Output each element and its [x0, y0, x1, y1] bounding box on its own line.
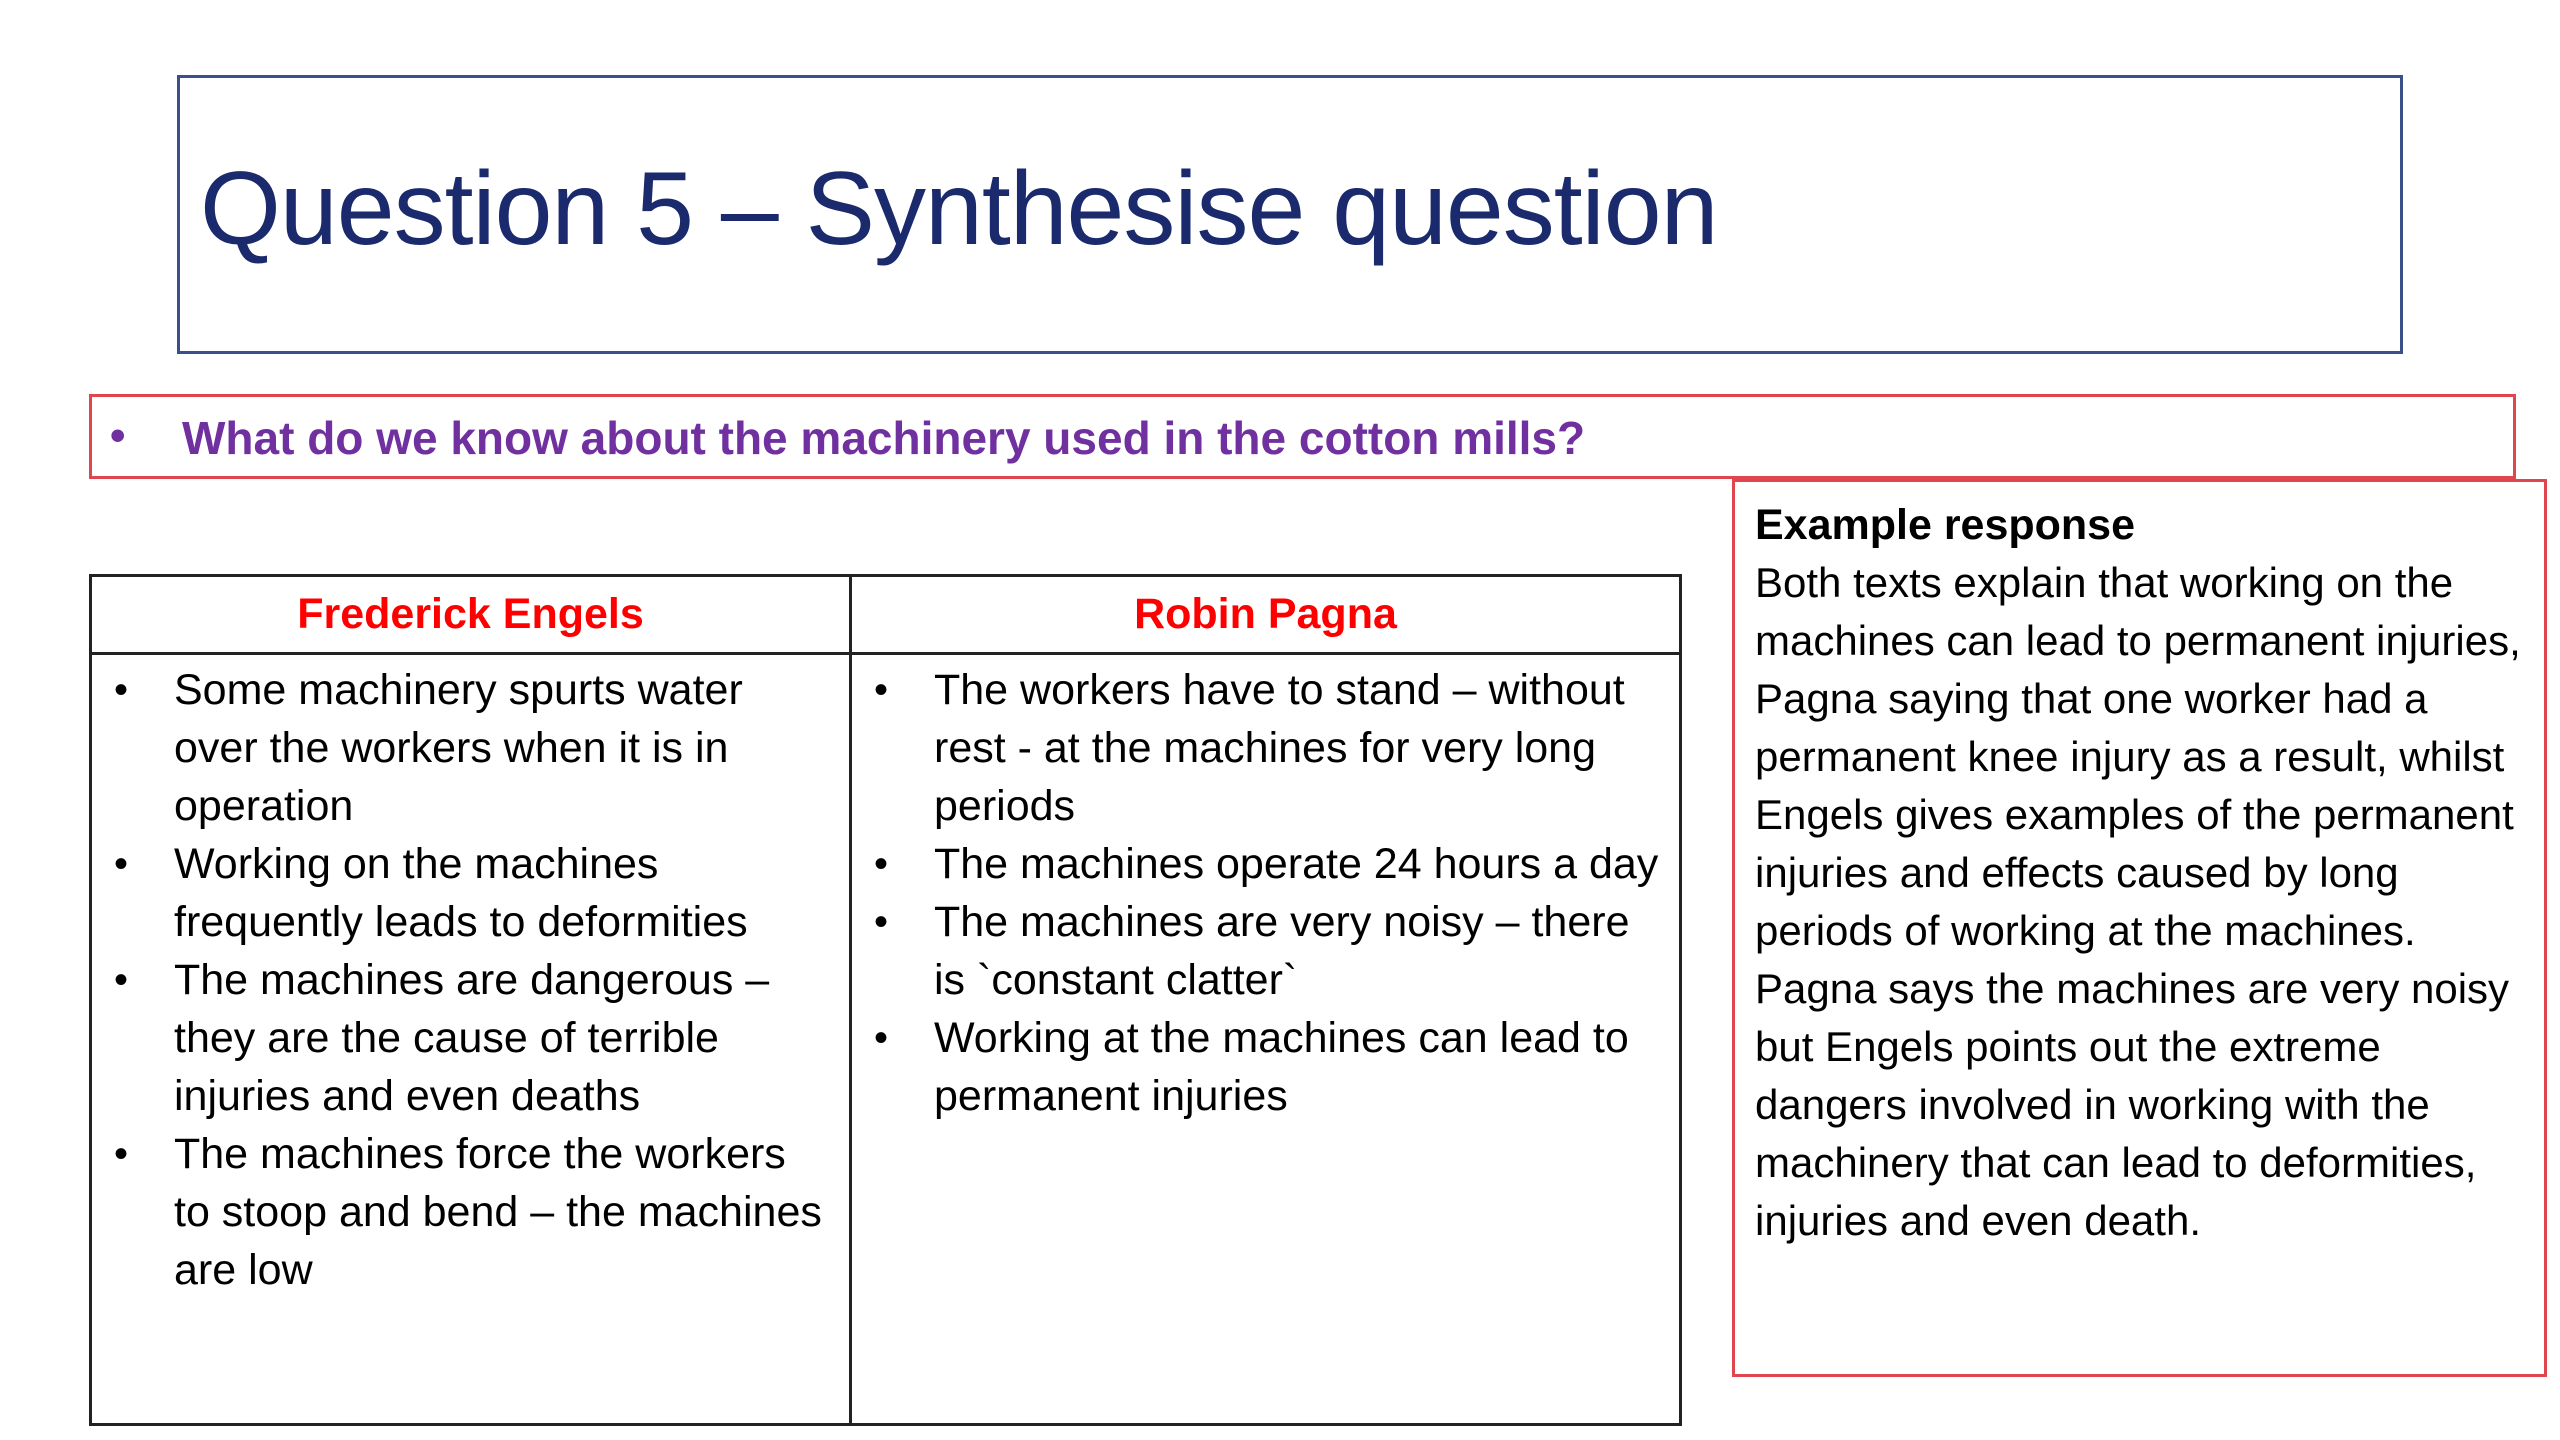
list-item: • The machines are dangerous – they are the cause of terrible injuries and even deaths	[114, 956, 770, 1120]
example-heading: Example response	[1755, 501, 2136, 549]
header-engels: Frederick Engels	[92, 577, 852, 652]
list-item: • The machines force the workers to stoop and bend – the machines are low	[114, 1130, 822, 1294]
list-item: • Working at the machines can lead to permanent injuries	[874, 1014, 1629, 1120]
list-item: • Some machinery spurts water over the workers when it is in operation	[114, 666, 743, 830]
question-box	[89, 394, 2516, 479]
list-item: • The workers have to stand – without rest - at the machines for very long periods	[874, 666, 1625, 830]
source-comparison-table	[89, 574, 1682, 1426]
example-response-box	[1732, 479, 2547, 1377]
list-item: • The machines operate 24 hours a day	[874, 840, 1659, 888]
question-bullet: •	[110, 411, 126, 460]
engels-cell	[92, 655, 852, 1423]
table-body-row	[92, 655, 1679, 1423]
question-text: What do we know about the machinery used in the cotton mills?	[182, 412, 1586, 464]
pagna-list	[870, 661, 1659, 1125]
example-body: Both texts explain that working on the machines can lead to permanent injuries, Pagna saying that one worker had a permanent knee injury as a result, whilst Engels gives examples of the permanent injuries and effects caused by long periods of working at the machines. Pagna says the machines are very noisy but Engels points out the extreme dangers involved in working with the machinery that can lead to deformities, injuries and even death.	[1755, 559, 2521, 1244]
table-header-row	[92, 577, 1679, 655]
engels-list	[110, 661, 829, 1299]
header-pagna: Robin Pagna	[1134, 590, 1397, 638]
list-item: • The machines are very noisy – there is `constant clatter`	[874, 898, 1630, 1004]
pagna-cell	[852, 655, 1679, 1423]
title-box	[177, 75, 2403, 354]
slide-title: Question 5 – Synthesise question	[200, 151, 1718, 267]
list-item: • Working on the machines frequently leads to deformities	[114, 840, 748, 946]
